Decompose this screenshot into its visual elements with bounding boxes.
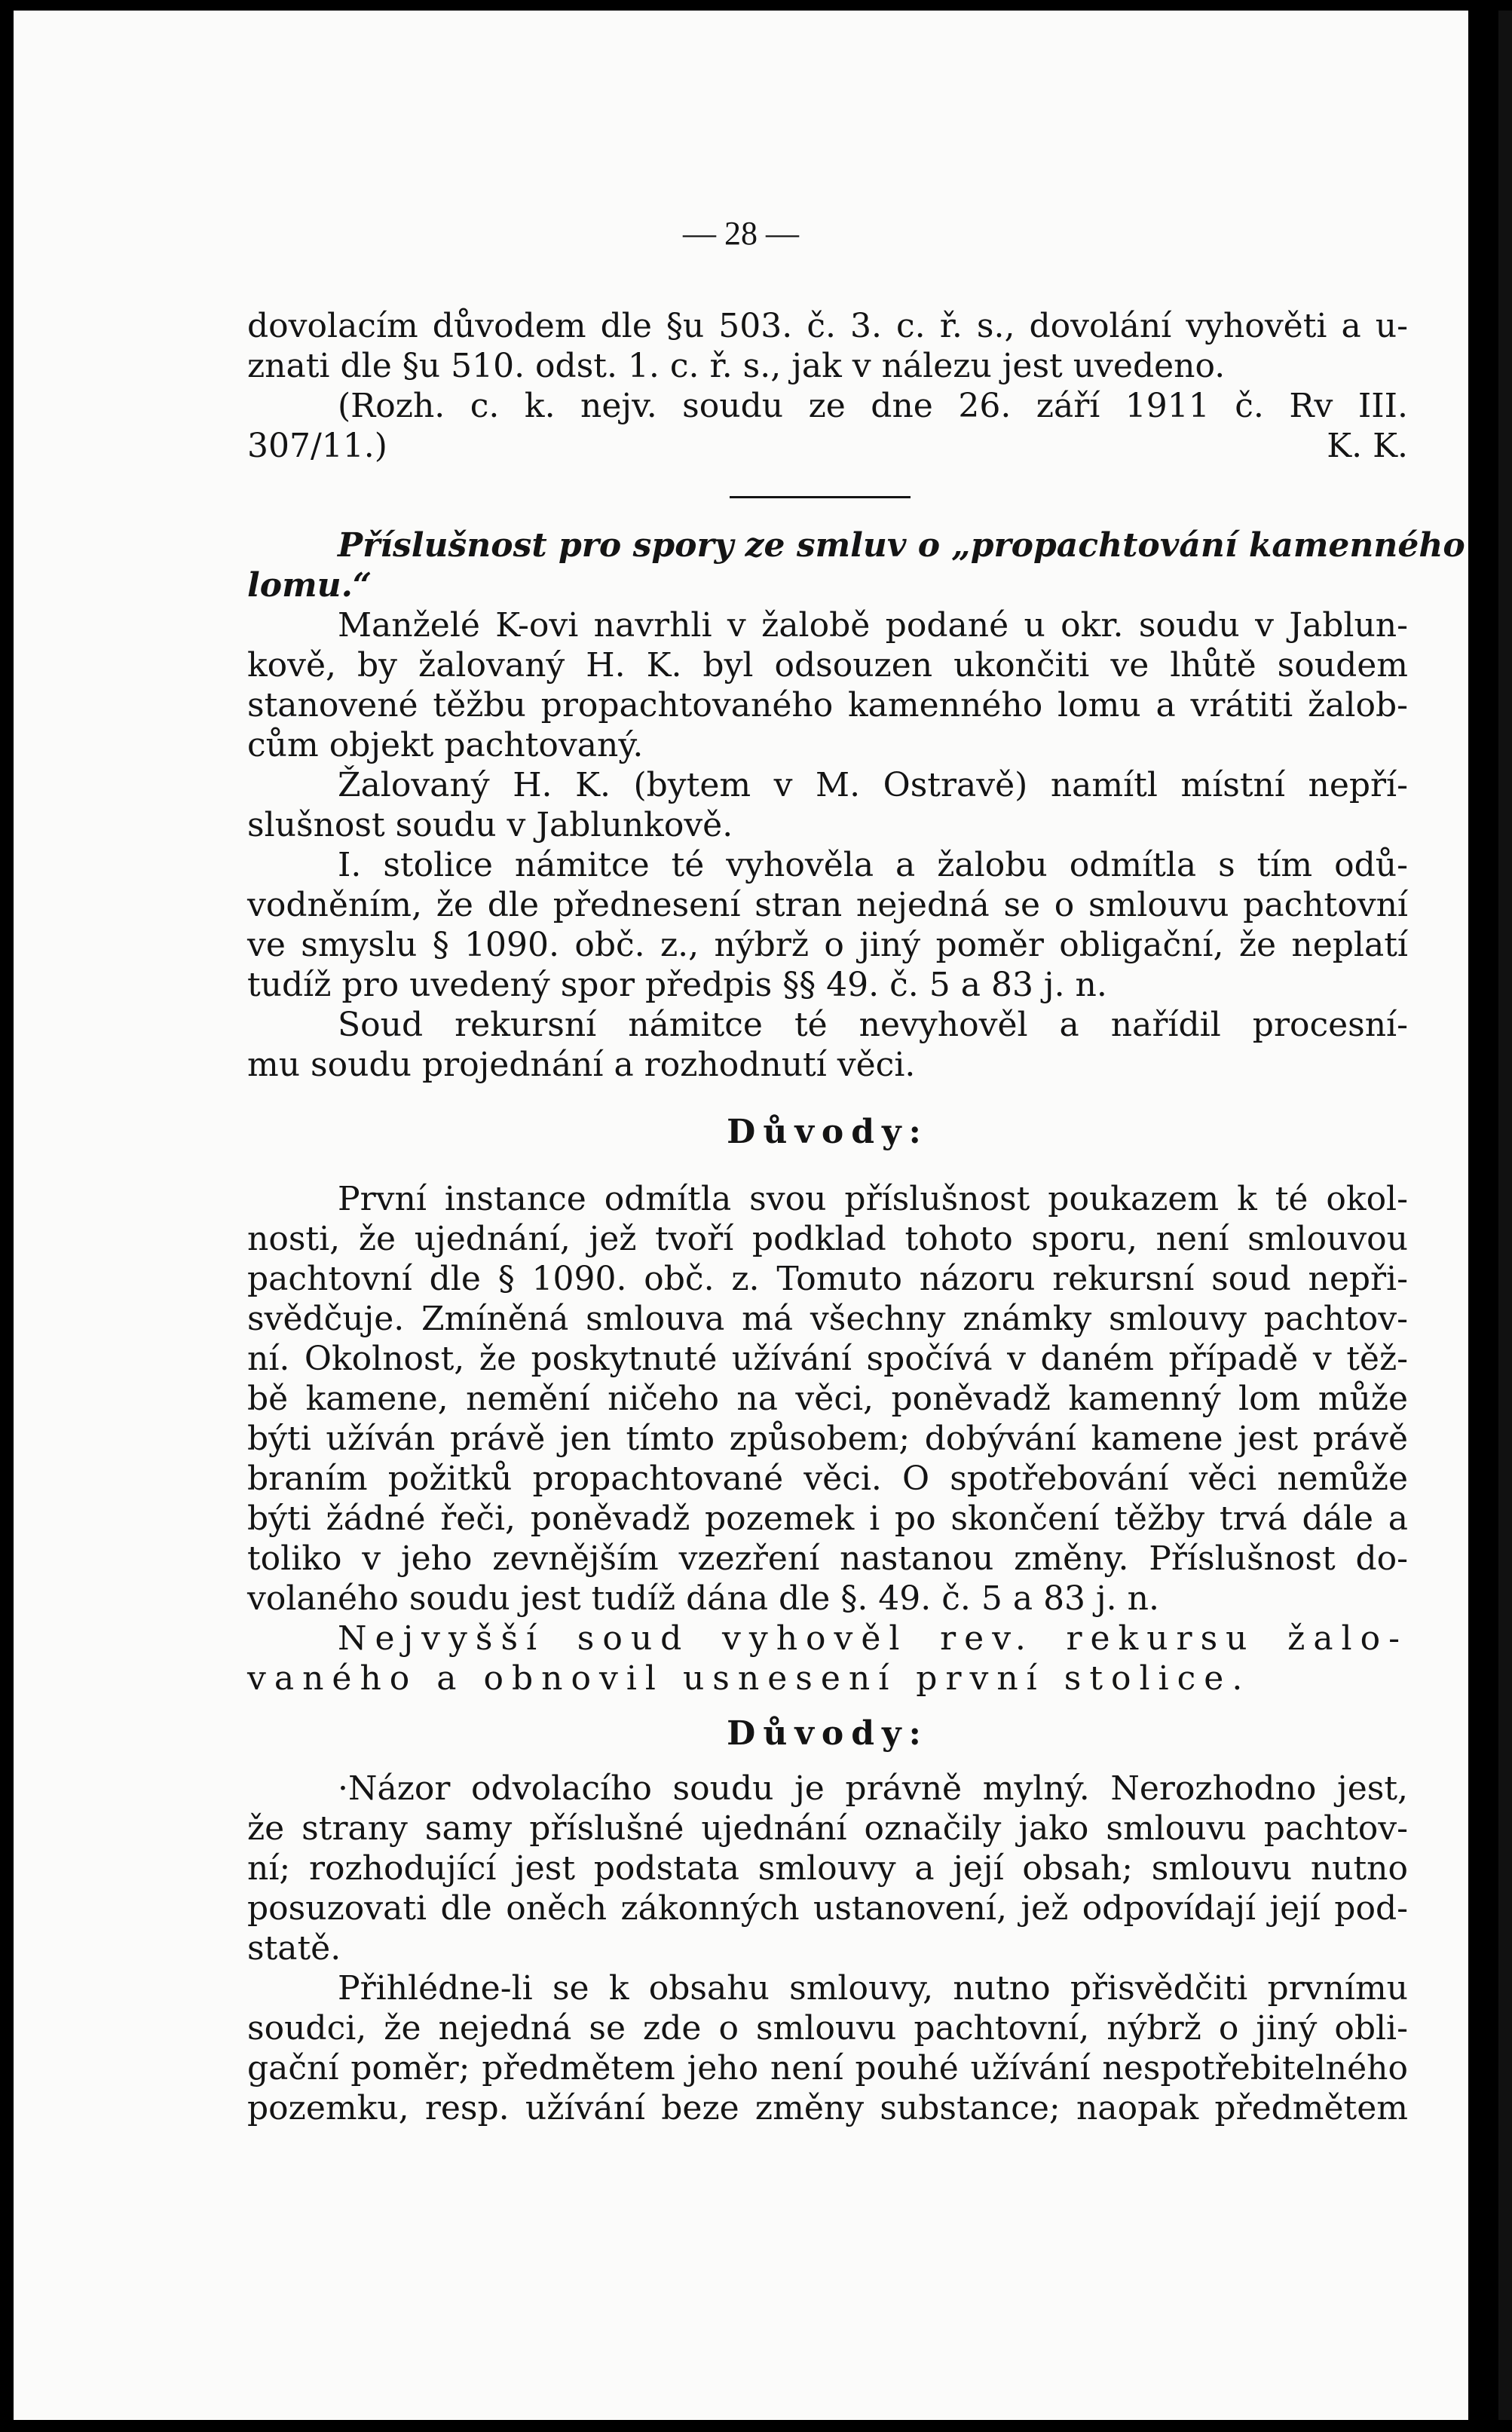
reasons-1-line: braním požitků propachtované věci. O spotřebování věci nemůže bbox=[247, 1460, 1408, 1498]
scan-border bbox=[1498, 11, 1512, 2420]
reasons-1-line: pachtovní dle § 1090. obč. z. Tomuto názoru rekursní soud nepři- bbox=[247, 1260, 1408, 1298]
reasons-1-line: býti užíván právě jen tímto způsobem; dobývání kamene jest právě bbox=[247, 1420, 1408, 1458]
reasons-1-line: toliko v jeho zevnějším vzezření nastanou změny. Příslušnost do- bbox=[247, 1539, 1408, 1578]
reasons-heading-2: Důvody: bbox=[727, 1714, 929, 1753]
facts-line: stanovené těžbu propachtovaného kamenného lomu a vrátiti žalob- bbox=[247, 686, 1408, 724]
reasons-1-line: nosti, že ujednání, jež tvoří podklad tohoto sporu, není smlouvou bbox=[247, 1220, 1408, 1258]
citation-line-2: 307/11.) bbox=[247, 427, 387, 465]
reasons-2-line: soudci, že nejedná se zde o smlouvu pachtovní, nýbrž o jiný obli- bbox=[247, 2009, 1408, 2048]
reasons-1-line: ní. Okolnost, že poskytnuté užívání spočívá v daném případě v těž- bbox=[247, 1340, 1408, 1378]
facts-line: I. stolice námitce té vyhověla a žalobu odmítla s tím odů- bbox=[338, 846, 1408, 884]
reasons-2-line: Přihlédne-li se k obsahu smlouvy, nutno přisvědčiti prvnímu bbox=[338, 1969, 1408, 2008]
reasons-2-line: že strany samy příslušné ujednání označily jako smlouvu pachtov- bbox=[247, 1809, 1408, 1848]
intro-line-1: dovolacím důvodem dle §u 503. č. 3. c. ř. s., dovolání vyhověti a u- bbox=[247, 307, 1408, 345]
reasons-2-line: gační poměr; předmětem jeho není pouhé užívání nespotřebitelného bbox=[247, 2049, 1408, 2087]
reasons-1-line: První instance odmítla svou příslušnost poukazem k té okol- bbox=[338, 1180, 1408, 1218]
facts-line: ve smyslu § 1090. obč. z., nýbrž o jiný poměr obligační, že neplatí bbox=[247, 926, 1408, 964]
facts-line: slušnost soudu v Jablunkově. bbox=[247, 806, 733, 844]
reasons-2-line: statě. bbox=[247, 1929, 341, 1968]
reasons-heading-1: Důvody: bbox=[727, 1113, 929, 1151]
document-page bbox=[14, 11, 1468, 2420]
citation-line-2-row bbox=[247, 426, 1408, 466]
reasons-2-line: posuzovati dle oněch zákonných ustanovení, jež odpovídají její pod- bbox=[247, 1889, 1408, 1928]
decision-line-2: vaného a obnovil usnesení první stolice. bbox=[247, 1659, 1251, 1698]
facts-line: Žalovaný H. K. (bytem v M. Ostravě) namítl místní nepří- bbox=[338, 766, 1408, 804]
reasons-1-line: svědčuje. Zmíněná smlouva má všechny známky smlouvy pachtov- bbox=[247, 1300, 1408, 1338]
decision-line-1: Nejvyšší soud vyhověl rev. rekursu žalo- bbox=[338, 1619, 1408, 1658]
spacer bbox=[247, 1754, 1408, 1769]
spacer bbox=[247, 1152, 1408, 1179]
reasons-2-line: pozemku, resp. užívání beze změny substance; naopak předmětem bbox=[247, 2089, 1408, 2127]
citation-sign: K. K. bbox=[1327, 427, 1408, 465]
facts-line: cům objekt pachtovaný. bbox=[247, 726, 644, 764]
reasons-2-line: ·Názor odvolacího soudu je právně mylný. Nerozhodno jest, bbox=[338, 1769, 1408, 1808]
citation-line-1: (Rozh. c. k. nejv. soudu ze dne 26. září 1911 č. Rv III. bbox=[338, 387, 1408, 425]
facts-line: kově, by žalovaný H. K. byl odsouzen ukončiti ve lhůtě soudem bbox=[247, 646, 1408, 685]
case-heading-line-2: lomu.“ bbox=[247, 566, 372, 605]
spacer bbox=[247, 1085, 1408, 1112]
intro-line-2: znati dle §u 510. odst. 1. c. ř. s., jak v nálezu jest uvedeno. bbox=[247, 347, 1226, 385]
reasons-1-line: volaného soudu jest tudíž dána dle §. 49. č. 5 a 83 j. n. bbox=[247, 1579, 1159, 1618]
facts-line: Manželé K-ovi navrhli v žalobě podané u okr. soudu v Jablun- bbox=[338, 606, 1408, 645]
reasons-1-line: bě kamene, nemění ničeho na věci, poněvadž kamenný lom může bbox=[247, 1380, 1408, 1418]
facts-line: tudíž pro uvedený spor předpis §§ 49. č. 5 a 83 j. n. bbox=[247, 966, 1107, 1004]
reasons-2-line: ní; rozhodující jest podstata smlouvy a její obsah; smlouvu nutno bbox=[247, 1849, 1408, 1888]
section-divider bbox=[730, 496, 911, 498]
facts-line: Soud rekursní námitce té nevyhověl a nařídil procesní- bbox=[338, 1006, 1408, 1044]
case-heading-line-1: Příslušnost pro spory ze smluv o „propachtování kamenného bbox=[338, 526, 1465, 565]
document-body bbox=[247, 306, 1465, 2128]
facts-line: mu soudu projednání a rozhodnutí věci. bbox=[247, 1046, 916, 1084]
spacer bbox=[247, 1698, 1408, 1714]
facts-line: vodněním, že dle přednesení stran nejedná se o smlouvu pachtovní bbox=[247, 886, 1408, 924]
reasons-1-line: býti žádné řeči, poněvadž pozemek i po skončení těžby trvá dále a bbox=[247, 1499, 1408, 1538]
page-number: — 28 — bbox=[683, 215, 799, 252]
